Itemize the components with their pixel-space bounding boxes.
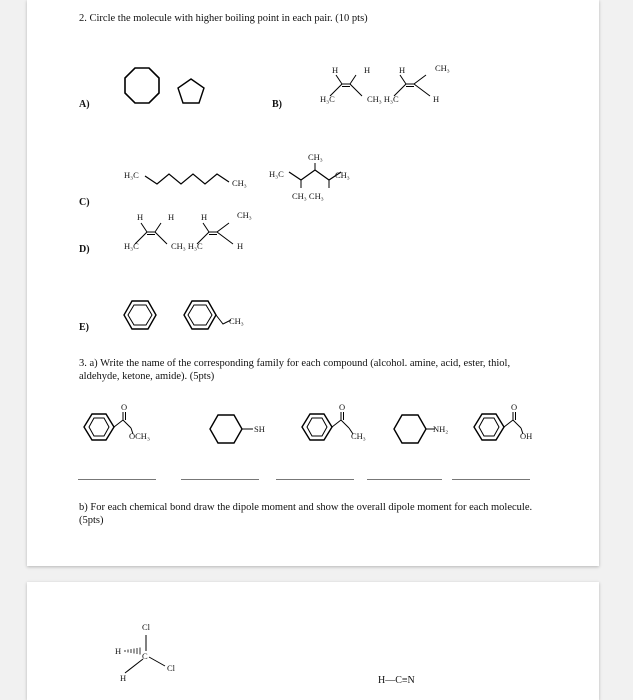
- hcn-structure: H—C≡N: [378, 675, 415, 686]
- methyl-benzoate-structure: [83, 408, 163, 444]
- group-h3c: H₃C: [320, 94, 335, 104]
- groups-ch3-h3c: CH₃ H₃C: [171, 241, 203, 251]
- atom-o: O: [511, 402, 518, 412]
- atom-h: H: [332, 65, 339, 75]
- atom-h: H: [399, 65, 406, 75]
- answer-line-2[interactable]: [181, 479, 259, 480]
- groups-ch3-h3c: CH₃ H₃C: [367, 94, 399, 104]
- worksheet-page-1: [27, 0, 599, 566]
- label-d: D): [79, 244, 90, 255]
- answer-line-3[interactable]: [276, 479, 354, 480]
- atom-h: H: [364, 65, 371, 75]
- group-oh: OH: [520, 431, 533, 441]
- answer-line-5[interactable]: [452, 479, 530, 480]
- answer-line-4[interactable]: [367, 479, 442, 480]
- question-3a-text: 3. a) Write the name of the corresponding family for each compound (alcohol. amine, acid, ester, thiol, aldehyde, ketone, amide). (5pts): [79, 358, 511, 382]
- atom-h: H: [237, 241, 244, 251]
- group-ch3: CH₃: [229, 316, 244, 326]
- group-ch3: CH₃: [308, 152, 323, 162]
- group-och3: OCH₃: [129, 431, 150, 441]
- label-e: E): [79, 322, 89, 333]
- atom-c: C: [142, 651, 148, 661]
- atom-h: H: [201, 212, 208, 222]
- cyclooctane-structure: [122, 66, 162, 106]
- label-c: C): [79, 197, 90, 208]
- cyclopentane-structure: [177, 78, 205, 104]
- answer-line-1[interactable]: [78, 479, 156, 480]
- group-h3c: H₃C: [124, 241, 139, 251]
- benzoic-acid-structure: [473, 408, 553, 444]
- group-h3c: H₃C: [124, 170, 139, 180]
- question-3b-text: b) For each chemical bond draw the dipole moment and show the overall dipole moment for each molecule. (5pts): [79, 502, 533, 526]
- atom-h: H: [433, 94, 440, 104]
- question-2-title: 2. Circle the molecule with higher boiling point in each pair. (10 pts): [79, 13, 368, 24]
- group-sh: SH: [254, 424, 265, 434]
- group-ch3: CH₃: [435, 63, 450, 73]
- toluene-structure: [183, 300, 233, 330]
- atom-cl: Cl: [142, 622, 151, 632]
- group-ch3: CH₃: [351, 431, 366, 441]
- atom-o: O: [339, 402, 346, 412]
- atom-h: H: [115, 646, 122, 656]
- label-b: B): [272, 99, 282, 110]
- group-nh2: NH₂: [433, 424, 449, 434]
- atom-h: H: [120, 673, 127, 683]
- acetophenone-structure: [301, 408, 381, 444]
- groups-ch3-ch3: CH₃ CH₃: [292, 191, 324, 201]
- atom-h: H: [168, 212, 175, 222]
- group-h3c: H₃C: [269, 169, 284, 179]
- group-ch3: CH₃: [232, 178, 247, 188]
- benzene-structure: [123, 300, 157, 330]
- group-ch3: CH₃: [237, 210, 252, 220]
- octane-structure: [145, 168, 235, 188]
- atom-h: H: [137, 212, 144, 222]
- group-ch3: CH₃: [335, 170, 350, 180]
- worksheet-page-2: [27, 582, 599, 700]
- label-a: A): [79, 99, 90, 110]
- atom-cl: Cl: [167, 663, 176, 673]
- atom-o: O: [121, 402, 128, 412]
